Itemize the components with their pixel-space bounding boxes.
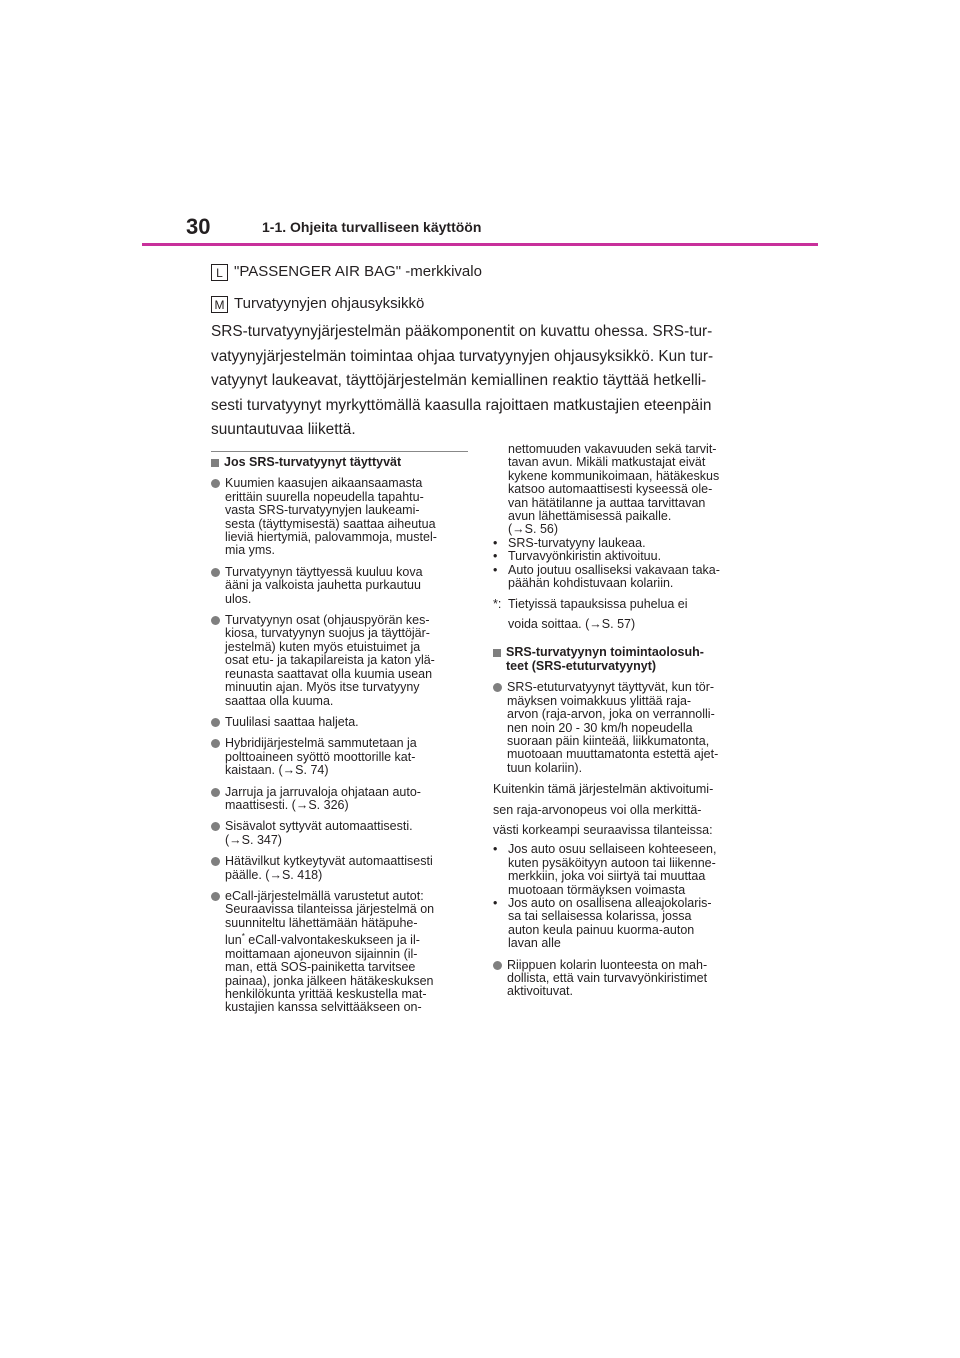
left-bullet	[211, 566, 473, 606]
right-heading	[493, 646, 755, 673]
text-line: nettomuuden vakavuuden sekä tarvit-	[508, 442, 717, 456]
text-line: SRS-turvatyynyn toimintaolosuh-	[506, 645, 704, 660]
text-line: päähän kohdistuvaan kolariin.	[508, 576, 674, 591]
sub-bullet-marker: •	[493, 895, 498, 910]
circle-bullet-icon	[211, 479, 220, 488]
text-line: Jarruja ja jarruvaloja ohjataan auto-	[225, 784, 421, 799]
left-bullet-ecall	[211, 890, 473, 1015]
label-l-text: "PASSENGER AIR BAG" -merkkivalo	[234, 263, 482, 280]
footnote-marker: *	[241, 932, 245, 942]
text-line: ääni ja valkoista jauhetta purkautuu	[225, 578, 421, 593]
text-line: saattaa olla kuuma.	[225, 693, 334, 708]
text-line: Tuulilasi saattaa haljeta.	[225, 714, 359, 729]
text-line: Hybridijärjestelmä sammutetaan ja	[225, 736, 417, 751]
text-line: Auto joutuu osalliseksi vakavaan taka-	[508, 562, 720, 577]
text-line: arvon (raja-arvon, joka on verrannolli-	[507, 707, 715, 722]
footnote	[493, 594, 755, 634]
text-line: reunasta saattavat olla kuumia usean	[225, 666, 433, 681]
text-line: erittäin suurella nopeudella tapahtu-	[225, 489, 424, 504]
text-line: katsoo automaattisesti kyseessä ole-	[508, 482, 713, 497]
sub-bullet	[493, 564, 755, 591]
left-bullet	[211, 716, 473, 729]
sub-bullet-marker: •	[493, 842, 498, 857]
text-line: ulos.	[225, 591, 252, 606]
text-line: teet (SRS-etuturvatyynyt)	[506, 658, 657, 673]
text-line: mia yms.	[225, 543, 275, 558]
text-line: Kuumien kaasujen aikaansaamasta	[225, 476, 423, 491]
left-column	[211, 456, 473, 1015]
text-line: SRS-etuturvatyynyt täyttyvät, kun tör-	[507, 680, 715, 695]
label-m-key: M	[211, 296, 228, 313]
text-line: eCall-järjestelmällä varustetut autot:	[225, 888, 424, 903]
circle-bullet-icon	[211, 739, 220, 748]
text-line: van hätätilanne ja auttaa tarvittavan	[508, 495, 706, 510]
text-line: kustajien kanssa selvittääkseen on-	[225, 1000, 422, 1015]
intro-line: sesti turvatyynyt myrkyttömällä kaasulla rajoittaen matkustajien eteenpäin	[211, 396, 712, 414]
text-line: auton keula painuu kuorma-auton	[508, 922, 695, 937]
text-line: Hätävilkut kytkeytyvät automaattisesti	[225, 854, 433, 869]
text-line: Jos auto on osallisena alleajokolaris-	[508, 895, 712, 910]
label-m	[211, 294, 424, 314]
text-line: Kuitenkin tämä järjestelmän aktivoitumi-	[493, 782, 714, 797]
circle-bullet-icon	[493, 683, 502, 692]
circle-bullet-icon	[493, 961, 502, 970]
text-line: kykene kommunikoimaan, hätäkeskus	[508, 468, 720, 483]
text-line: muotoaan muuttamatonta estettä ajet-	[507, 747, 719, 762]
text-line: kaistaan. (→S. 74)	[225, 763, 329, 778]
text-span: eCall-valvontakeskukseen ja il-	[244, 933, 420, 948]
column-rule	[211, 451, 468, 452]
left-bullet	[211, 614, 473, 708]
intro-line: suuntautuvaa liikettä.	[211, 421, 356, 439]
circle-bullet-icon	[211, 718, 220, 727]
square-bullet-icon	[211, 459, 219, 467]
label-l-key: L	[211, 264, 228, 281]
text-line: kuten pysäköityyn autoon tai liikenne-	[508, 855, 716, 870]
text-line: jestelmä) kuten myös etuistuimet ja	[225, 639, 421, 654]
text-line: päälle. (→S. 418)	[225, 867, 323, 882]
text-line: vasta SRS-turvatyynyjen laukeami-	[225, 503, 420, 518]
text-line: merkkiin, joka voi siirtyä tai muuttaa	[508, 869, 706, 884]
intro-line: vatyynyt laukeavat, täyttöjärjestelmän kemiallinen reaktio täyttää hetkelli-	[211, 372, 707, 390]
text-line: Turvavyönkiristin aktivoituu.	[508, 549, 662, 564]
left-bullet	[211, 820, 473, 847]
text-line: Tietyissä tapauksissa puhelua ei	[508, 597, 688, 612]
text-line: lavan alle	[508, 936, 561, 951]
footnote-marker: *:	[493, 597, 502, 612]
left-heading-text: Jos SRS-turvatyynyt täyttyvät	[224, 455, 402, 469]
text-line: minuutin ajan. Myös itse turvatyyny	[225, 680, 420, 695]
text-line: SRS-turvatyyny laukeaa.	[508, 535, 646, 550]
text-line: avun lähettämisessä paikalle.	[508, 509, 672, 524]
text-line: osat etu- ja takapilareista ja katon ylä-	[225, 653, 435, 668]
text-line: muotoaan törmäyksen voimasta	[508, 882, 686, 897]
text-line: sesta (täyttymisestä) saattaa aiheutua	[225, 516, 436, 531]
text-line: polttoaineen syöttö moottorille kat-	[225, 749, 416, 764]
text-line: painaa), jonka jälkeen hätäkeskuksen	[225, 973, 434, 988]
text-line: Turvatyynyn osat (ohjauspyörän kes-	[225, 613, 430, 628]
text-line: henkilökunta yrittää keskustella mat-	[225, 986, 427, 1001]
text-line: lieviä hiertymiä, palovammoja, mustel-	[225, 530, 437, 545]
text-line: Turvatyynyn täyttyessä kuuluu kova	[225, 564, 423, 579]
left-heading	[211, 456, 473, 469]
text-line: (→S. 56)	[508, 522, 559, 537]
left-bullet	[211, 737, 473, 777]
text-line: tuun kolariin).	[507, 760, 583, 775]
sub-bullet	[493, 537, 755, 550]
circle-bullet-icon	[211, 788, 220, 797]
circle-bullet-icon	[211, 616, 220, 625]
text-line: aktivoituvat.	[507, 984, 574, 999]
section-title: 1-1. Ohjeita turvalliseen käyttöön	[262, 219, 482, 235]
circle-bullet-icon	[211, 568, 220, 577]
text-line: man, että SOS-painiketta tarvitsee	[225, 960, 416, 975]
text-line: sa tai sellaisessa kolarissa, jossa	[508, 909, 692, 924]
sub-bullet	[493, 843, 755, 897]
sub-bullet	[493, 897, 755, 951]
circle-bullet-icon	[211, 822, 220, 831]
ecall-continuation	[508, 443, 755, 537]
page-number: 30	[186, 214, 211, 239]
header-rule	[142, 243, 818, 246]
text-line: Seuraavissa tilanteissa järjestelmä on	[225, 902, 435, 917]
circle-bullet-icon	[211, 892, 220, 901]
text-span: lun	[225, 933, 242, 948]
text-line	[225, 930, 473, 948]
label-m-text: Turvatyynyjen ohjausyksikkö	[234, 295, 425, 312]
right-bullet	[493, 959, 755, 999]
text-line: maattisesti. (→S. 326)	[225, 797, 349, 812]
intro-line: vatyynyjärjestelmän toimintaa ohjaa turvatyynyjen ohjausyksikkö. Kun tur-	[211, 347, 714, 365]
text-line: kiosa, turvatyynyn suojus ja täyttöjär-	[225, 626, 430, 641]
intro-paragraph	[211, 320, 756, 443]
square-bullet-icon	[493, 649, 501, 657]
text-line: suunniteltu lähettämään hätäpuhe-	[225, 915, 418, 930]
left-bullet	[211, 786, 473, 813]
right-paragraph	[493, 779, 755, 840]
circle-bullet-icon	[211, 857, 220, 866]
left-bullet	[211, 855, 473, 882]
text-line: voida soittaa. (→S. 57)	[508, 617, 636, 632]
text-line: moittamaan ajoneuvon sijainnin (il-	[225, 946, 418, 961]
sub-bullet-marker: •	[493, 535, 498, 550]
text-line: suoraan päin kiinteää, liikkumatonta,	[507, 733, 710, 748]
sub-bullet-marker: •	[493, 549, 498, 564]
text-line: tavan avun. Mikäli matkustajat eivät	[508, 455, 706, 470]
text-line: Sisävalot syttyvät automaattisesti.	[225, 819, 413, 834]
left-bullet	[211, 477, 473, 557]
label-l	[211, 262, 482, 282]
text-line: (→S. 347)	[225, 832, 282, 847]
text-line: västi korkeampi seuraavissa tilanteissa:	[493, 822, 713, 837]
text-line: Jos auto osuu sellaiseen kohteeseen,	[508, 842, 717, 857]
text-line: mäyksen voimakkuus ylittää raja-	[507, 693, 692, 708]
text-line: sen raja-arvonopeus voi olla merkittä-	[493, 802, 702, 817]
text-line: dollista, että vain turvavyönkiristimet	[507, 971, 708, 985]
right-column	[493, 443, 755, 999]
sub-bullet	[493, 550, 755, 563]
text-line: Riippuen kolarin luonteesta on mah-	[507, 957, 708, 972]
right-bullet	[493, 681, 755, 775]
intro-line: SRS-turvatyynyjärjestelmän pääkomponentit on kuvattu ohessa. SRS-tur-	[211, 323, 713, 340]
text-line: nen noin 20 - 30 km/h nopeudella	[507, 720, 693, 735]
sub-bullet-marker: •	[493, 562, 498, 577]
